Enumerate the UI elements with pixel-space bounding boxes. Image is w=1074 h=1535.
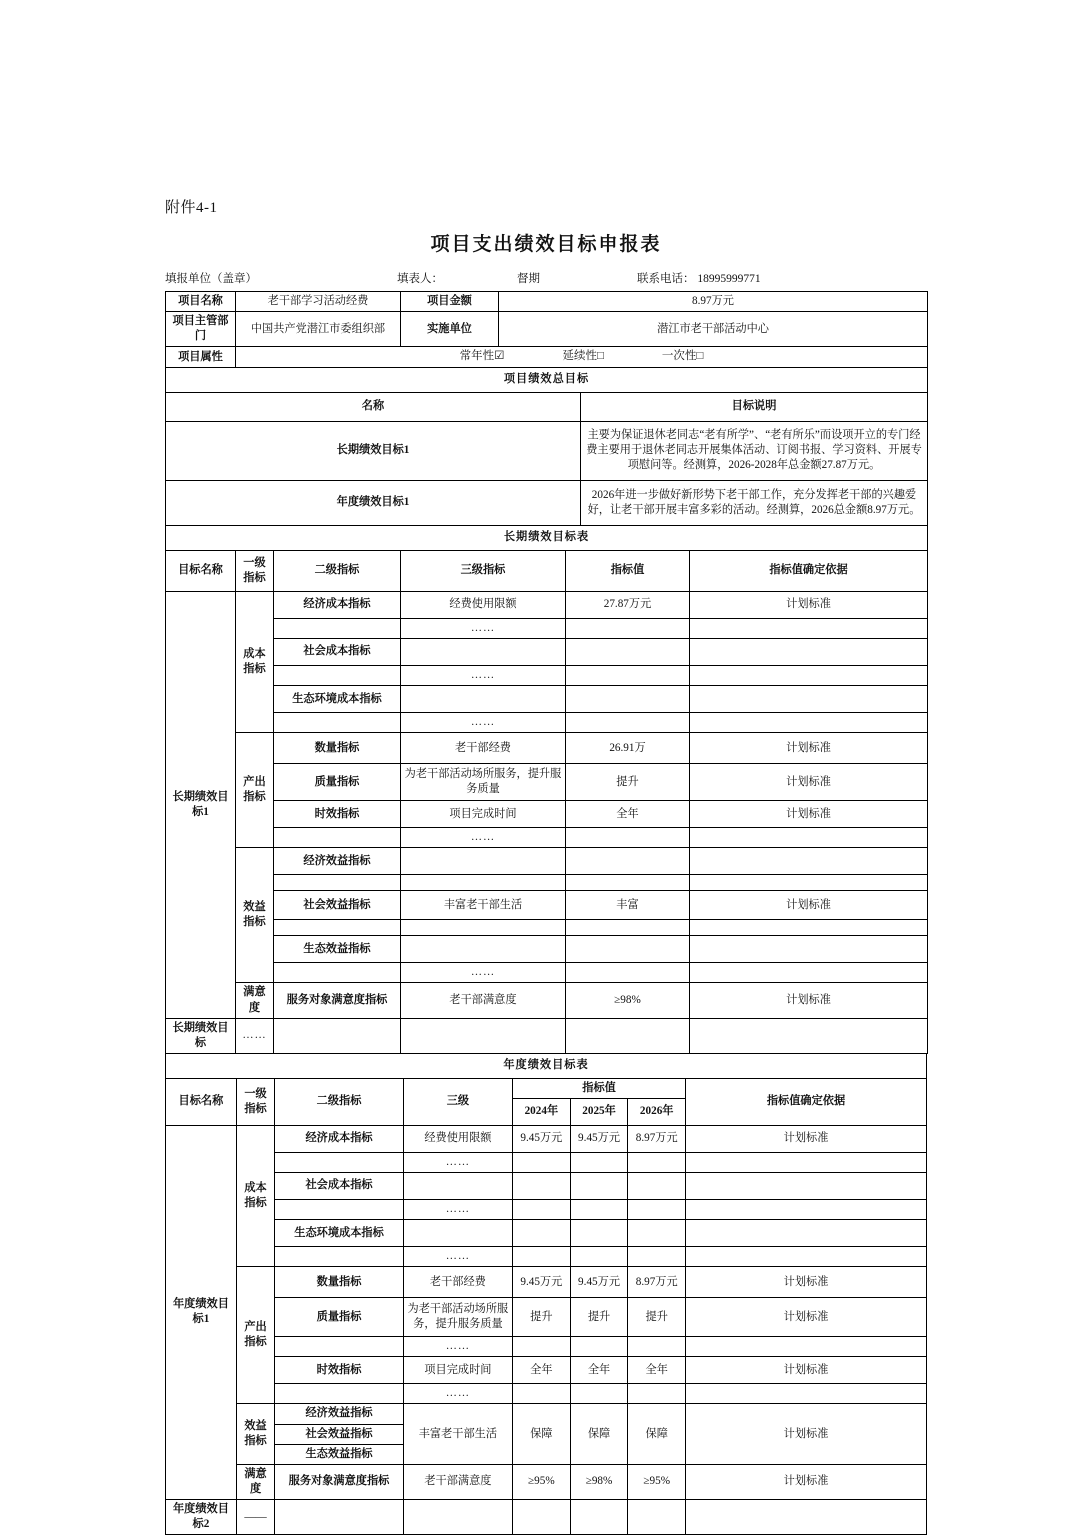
an-basis: 计划标准 xyxy=(686,1298,927,1337)
form-meta-row xyxy=(165,270,927,286)
lt-level3 xyxy=(401,936,566,963)
an-header-level1: 一级指标 xyxy=(236,1078,274,1125)
table-row xyxy=(166,618,928,638)
lt-level2 xyxy=(274,828,401,848)
an-group-level1-output: 产出指标 xyxy=(236,1267,274,1404)
contact-phone-value: 18995999771 xyxy=(697,273,761,285)
project-attribute-options xyxy=(236,347,928,368)
an-group-level1-benefit: 效益指标 xyxy=(236,1404,274,1464)
lt-goal-name-more-value: …… xyxy=(236,1018,274,1053)
lt-basis: 计划标准 xyxy=(690,733,928,764)
table-row xyxy=(166,480,928,525)
table-row xyxy=(166,1500,927,1535)
table-row xyxy=(166,1220,927,1247)
lt-basis xyxy=(690,665,928,685)
table-row xyxy=(166,665,928,685)
contact-phone xyxy=(637,270,927,286)
attr-option-onetime-label: 一次性 xyxy=(661,350,697,363)
an-value-2024 xyxy=(513,1200,571,1220)
lt-basis xyxy=(690,686,928,713)
an-goal-name-2-value: —— xyxy=(236,1500,274,1535)
an-value-2025 xyxy=(570,1384,628,1404)
lt-basis: 计划标准 xyxy=(690,983,928,1018)
an-level2 xyxy=(275,1247,404,1267)
lt-empty-cell xyxy=(274,1018,401,1053)
overall-goal-name-2: 年度绩效目标1 xyxy=(166,480,581,525)
lt-empty-cell xyxy=(401,1018,566,1053)
checkbox-empty-icon[interactable]: □ xyxy=(596,350,604,363)
table-row xyxy=(166,1053,927,1078)
table-row xyxy=(166,1018,928,1053)
table-row xyxy=(166,591,928,618)
lt-level3: 老干部满意度 xyxy=(401,983,566,1018)
an-value-2024: 保障 xyxy=(513,1404,571,1464)
lt-header-level1: 一级指标 xyxy=(236,550,274,591)
an-level3: 经费使用限额 xyxy=(403,1125,512,1152)
an-goal-name-1: 年度绩效目标1 xyxy=(166,1125,237,1499)
an-value-2025: 保障 xyxy=(570,1404,628,1464)
basic-info-table xyxy=(165,291,928,526)
lt-level3: …… xyxy=(401,618,566,638)
lt-basis xyxy=(690,875,928,891)
an-value-2024 xyxy=(513,1152,571,1172)
an-level2: 经济效益指标 xyxy=(275,1404,404,1424)
table-row xyxy=(166,312,928,347)
an-header-year-2024: 2024年 xyxy=(513,1098,571,1125)
an-level3 xyxy=(403,1173,512,1200)
an-value-2026 xyxy=(628,1173,686,1200)
an-level2: 数量指标 xyxy=(275,1267,404,1298)
dept-label: 项目主管部门 xyxy=(166,312,236,347)
an-level2 xyxy=(275,1152,404,1172)
lt-value xyxy=(566,828,690,848)
table-row xyxy=(166,983,928,1018)
an-value-2024 xyxy=(513,1247,571,1267)
preparer-label-text: 填表人： xyxy=(397,273,443,285)
an-basis xyxy=(686,1247,927,1267)
lt-value xyxy=(566,963,690,983)
an-group-level1-satisfaction: 满意度 xyxy=(236,1464,274,1499)
table-row xyxy=(166,392,928,421)
annual-section-title: 年度绩效目标表 xyxy=(166,1053,927,1078)
an-basis: 计划标准 xyxy=(686,1267,927,1298)
performance-target-form xyxy=(165,196,927,1535)
impl-unit-label: 实施单位 xyxy=(401,312,499,347)
lt-level3 xyxy=(401,686,566,713)
an-value-2026: 8.97万元 xyxy=(628,1267,686,1298)
lt-value xyxy=(566,875,690,891)
table-row xyxy=(166,1384,927,1404)
table-row xyxy=(166,1337,927,1357)
overall-goal-desc-2: 2026年进一步做好新形势下老干部工作，充分发挥老干部的兴趣爱好，让老干部开展丰富多彩的活动。经测算，2026总金额8.97万元。 xyxy=(581,480,928,525)
table-row xyxy=(166,347,928,368)
lt-level2 xyxy=(274,920,401,936)
an-header-goal-name: 目标名称 xyxy=(166,1078,237,1125)
attr-option-perennial-label: 常年性 xyxy=(459,350,495,363)
an-level3: 丰富老干部生活 xyxy=(403,1404,512,1464)
an-value-2024 xyxy=(513,1337,571,1357)
an-value-2025: 提升 xyxy=(570,1298,628,1337)
an-level2: 生态效益指标 xyxy=(275,1444,404,1464)
lt-value xyxy=(566,920,690,936)
an-header-year-2025: 2025年 xyxy=(570,1098,628,1125)
an-basis xyxy=(686,1337,927,1357)
an-value-2026 xyxy=(628,1152,686,1172)
table-row xyxy=(166,1173,927,1200)
an-empty-cell xyxy=(570,1500,628,1535)
table-row xyxy=(166,801,928,828)
an-value-2026 xyxy=(628,1384,686,1404)
an-basis xyxy=(686,1152,927,1172)
an-level3: 老干部经费 xyxy=(403,1267,512,1298)
table-header-row xyxy=(166,1078,927,1098)
an-level2: 经济成本指标 xyxy=(275,1125,404,1152)
an-goal-name-2: 年度绩效目标2 xyxy=(166,1500,237,1535)
lt-basis xyxy=(690,618,928,638)
dept-value: 中国共产党潜江市委组织部 xyxy=(236,312,401,347)
an-value-2026: ≥95% xyxy=(628,1464,686,1499)
checkbox-empty-icon[interactable]: □ xyxy=(696,350,704,363)
an-value-2024: 全年 xyxy=(513,1357,571,1384)
an-basis xyxy=(686,1173,927,1200)
project-amount-label: 项目金额 xyxy=(401,292,499,312)
lt-level3: 经费使用限额 xyxy=(401,591,566,618)
an-value-2024: 9.45万元 xyxy=(513,1267,571,1298)
attr-option-continuing-label: 延续性 xyxy=(562,350,597,363)
lt-header-value: 指标值 xyxy=(566,550,690,591)
lt-level3: 丰富老干部生活 xyxy=(401,891,566,920)
an-level3: 老干部满意度 xyxy=(403,1464,512,1499)
lt-level2: 生态效益指标 xyxy=(274,936,401,963)
lt-level2: 社会成本指标 xyxy=(274,638,401,665)
lt-value: 全年 xyxy=(566,801,690,828)
lt-level2 xyxy=(274,963,401,983)
lt-group-level1-benefit: 效益指标 xyxy=(236,848,274,983)
table-row xyxy=(166,525,928,550)
an-value-2025 xyxy=(570,1152,628,1172)
table-row xyxy=(166,891,928,920)
an-value-2024: 9.45万元 xyxy=(513,1125,571,1152)
lt-header-level2: 二级指标 xyxy=(274,550,401,591)
lt-basis: 计划标准 xyxy=(690,591,928,618)
lt-value xyxy=(566,848,690,875)
an-value-2025: 9.45万元 xyxy=(570,1267,628,1298)
lt-basis xyxy=(690,920,928,936)
an-empty-cell xyxy=(275,1500,404,1535)
lt-basis xyxy=(690,963,928,983)
an-value-2026: 保障 xyxy=(628,1404,686,1464)
lt-value xyxy=(566,618,690,638)
attr-option-continuing[interactable] xyxy=(562,349,603,365)
an-level3: …… xyxy=(403,1200,512,1220)
lt-level2 xyxy=(274,618,401,638)
table-row xyxy=(166,1125,927,1152)
an-value-2025 xyxy=(570,1200,628,1220)
an-basis xyxy=(686,1384,927,1404)
lt-basis xyxy=(690,638,928,665)
table-row xyxy=(166,1247,927,1267)
table-row xyxy=(166,686,928,713)
overall-col-name: 名称 xyxy=(166,392,581,421)
project-amount-value: 8.97万元 xyxy=(499,292,928,312)
lt-header-level3: 三级指标 xyxy=(401,550,566,591)
overall-goal-section-title: 项目绩效总目标 xyxy=(166,367,928,392)
an-level2 xyxy=(275,1384,404,1404)
lt-level2: 经济成本指标 xyxy=(274,591,401,618)
lt-header-basis: 指标值确定依据 xyxy=(690,550,928,591)
attr-option-onetime[interactable] xyxy=(662,349,703,365)
lt-basis xyxy=(690,848,928,875)
lt-basis xyxy=(690,713,928,733)
an-value-2024 xyxy=(513,1220,571,1247)
an-level2: 服务对象满意度指标 xyxy=(275,1464,404,1499)
an-value-2024: 提升 xyxy=(513,1298,571,1337)
lt-level2: 经济效益指标 xyxy=(274,848,401,875)
project-name-value: 老干部学习活动经费 xyxy=(236,292,401,312)
an-header-level2: 二级指标 xyxy=(275,1078,404,1125)
lt-level3: …… xyxy=(401,665,566,685)
an-header-value: 指标值 xyxy=(513,1078,686,1098)
table-header-row xyxy=(166,550,928,591)
overall-goal-desc-1: 主要为保证退休老同志“老有所学”、“老有所乐”而设项开立的专门经费主要用于退休老同志开展集体活动、订阅书报、学习资料、开展专项慰问等。经测算，2026-2028年总金额27.87万元。 xyxy=(581,421,928,480)
an-value-2026 xyxy=(628,1220,686,1247)
lt-header-goal-name: 目标名称 xyxy=(166,550,236,591)
an-value-2026 xyxy=(628,1337,686,1357)
lt-value xyxy=(566,665,690,685)
lt-level3 xyxy=(401,638,566,665)
table-row xyxy=(166,292,928,312)
lt-value xyxy=(566,936,690,963)
table-row xyxy=(166,1298,927,1337)
table-row xyxy=(166,1267,927,1298)
an-basis xyxy=(686,1220,927,1247)
an-header-level3: 三级 xyxy=(403,1078,512,1125)
lt-level2: 质量指标 xyxy=(274,764,401,801)
an-empty-cell xyxy=(513,1500,571,1535)
lt-value xyxy=(566,638,690,665)
table-row xyxy=(166,1200,927,1220)
lt-goal-name-more: 长期绩效目标 xyxy=(166,1018,236,1053)
overall-goal-name-1: 长期绩效目标1 xyxy=(166,421,581,480)
lt-value: 提升 xyxy=(566,764,690,801)
attr-option-perennial[interactable] xyxy=(460,349,505,365)
table-row xyxy=(166,733,928,764)
lt-level2: 生态环境成本指标 xyxy=(274,686,401,713)
an-basis: 计划标准 xyxy=(686,1357,927,1384)
lt-level2: 服务对象满意度指标 xyxy=(274,983,401,1018)
lt-level3: …… xyxy=(401,963,566,983)
lt-level3 xyxy=(401,920,566,936)
an-value-2025: 全年 xyxy=(570,1357,628,1384)
lt-value: 27.87万元 xyxy=(566,591,690,618)
an-level2: 社会效益指标 xyxy=(275,1424,404,1444)
lt-level2 xyxy=(274,665,401,685)
lt-value: 丰富 xyxy=(566,891,690,920)
lt-basis: 计划标准 xyxy=(690,891,928,920)
an-level3: 为老干部活动场所服务，提升服务质量 xyxy=(403,1298,512,1337)
an-value-2025 xyxy=(570,1247,628,1267)
an-value-2026: 提升 xyxy=(628,1298,686,1337)
table-row xyxy=(166,367,928,392)
an-group-level1-cost: 成本指标 xyxy=(236,1125,274,1266)
an-value-2025 xyxy=(570,1173,628,1200)
lt-level2: 数量指标 xyxy=(274,733,401,764)
lt-level3 xyxy=(401,875,566,891)
an-level2: 社会成本指标 xyxy=(275,1173,404,1200)
lt-group-level1-output: 产出指标 xyxy=(236,733,274,848)
an-level3: …… xyxy=(403,1247,512,1267)
lt-level2: 时效指标 xyxy=(274,801,401,828)
lt-level3: …… xyxy=(401,713,566,733)
project-name-label: 项目名称 xyxy=(166,292,236,312)
table-row xyxy=(166,638,928,665)
an-empty-cell xyxy=(686,1500,927,1535)
overall-col-desc: 目标说明 xyxy=(581,392,928,421)
an-value-2026: 8.97万元 xyxy=(628,1125,686,1152)
an-header-basis: 指标值确定依据 xyxy=(686,1078,927,1125)
lt-level3: 项目完成时间 xyxy=(401,801,566,828)
preparer-label xyxy=(397,270,517,286)
lt-basis xyxy=(690,936,928,963)
table-row xyxy=(166,875,928,891)
lt-level2: 社会效益指标 xyxy=(274,891,401,920)
lt-basis: 计划标准 xyxy=(690,764,928,801)
an-level3: …… xyxy=(403,1152,512,1172)
an-level3: …… xyxy=(403,1384,512,1404)
lt-value: ≥98% xyxy=(566,983,690,1018)
table-row xyxy=(166,1357,927,1384)
lt-basis: 计划标准 xyxy=(690,801,928,828)
contact-phone-label: 联系电话： xyxy=(637,273,695,285)
long-term-section-title: 长期绩效目标表 xyxy=(166,525,928,550)
project-attribute-label: 项目属性 xyxy=(166,347,236,368)
page-title: 项目支出绩效目标申报表 xyxy=(430,234,662,255)
lt-value xyxy=(566,686,690,713)
an-empty-cell xyxy=(628,1500,686,1535)
lt-goal-name-1: 长期绩效目标1 xyxy=(166,591,236,1018)
table-row xyxy=(166,421,928,480)
lt-level2 xyxy=(274,875,401,891)
an-header-year-2026: 2026年 xyxy=(628,1098,686,1125)
lt-basis xyxy=(690,828,928,848)
lt-level3 xyxy=(401,848,566,875)
table-row xyxy=(166,713,928,733)
table-row xyxy=(166,963,928,983)
an-level3 xyxy=(403,1220,512,1247)
lt-level3: 老干部经费 xyxy=(401,733,566,764)
an-basis: 计划标准 xyxy=(686,1125,927,1152)
impl-unit-value: 潜江市老干部活动中心 xyxy=(499,312,928,347)
an-value-2024: ≥95% xyxy=(513,1464,571,1499)
lt-value: 26.91万 xyxy=(566,733,690,764)
table-row xyxy=(166,1152,927,1172)
an-value-2025: ≥98% xyxy=(570,1464,628,1499)
an-value-2024 xyxy=(513,1384,571,1404)
lt-level2 xyxy=(274,713,401,733)
attachment-number: 附件4-1 xyxy=(165,200,218,216)
long-term-goal-table xyxy=(165,525,928,1054)
an-basis: 计划标准 xyxy=(686,1404,927,1464)
table-row xyxy=(166,764,928,801)
an-value-2024 xyxy=(513,1173,571,1200)
an-value-2026 xyxy=(628,1247,686,1267)
reporting-unit-label: 填报单位（盖章） xyxy=(165,273,257,285)
lt-empty-cell xyxy=(690,1018,928,1053)
table-row xyxy=(166,920,928,936)
an-level2: 质量指标 xyxy=(275,1298,404,1337)
an-level2 xyxy=(275,1337,404,1357)
annual-goal-table xyxy=(165,1053,927,1535)
an-basis: 计划标准 xyxy=(686,1464,927,1499)
lt-group-level1-satisfaction: 满意度 xyxy=(236,983,274,1018)
table-row xyxy=(166,828,928,848)
an-value-2026 xyxy=(628,1200,686,1220)
table-row xyxy=(166,1464,927,1499)
an-level2: 时效指标 xyxy=(275,1357,404,1384)
table-row xyxy=(166,1404,927,1424)
lt-level3: …… xyxy=(401,828,566,848)
table-row xyxy=(166,848,928,875)
lt-group-level1-cost: 成本指标 xyxy=(236,591,274,732)
lt-level3: 为老干部活动场所服务，提升服务质量 xyxy=(401,764,566,801)
an-level2: 生态环境成本指标 xyxy=(275,1220,404,1247)
an-value-2026: 全年 xyxy=(628,1357,686,1384)
preparer-value: 督期 xyxy=(517,273,540,285)
an-level2 xyxy=(275,1200,404,1220)
table-row xyxy=(166,936,928,963)
an-value-2025 xyxy=(570,1220,628,1247)
lt-value xyxy=(566,713,690,733)
an-value-2025: 9.45万元 xyxy=(570,1125,628,1152)
lt-empty-cell xyxy=(566,1018,690,1053)
an-level3: 项目完成时间 xyxy=(403,1357,512,1384)
an-value-2025 xyxy=(570,1337,628,1357)
an-level3: …… xyxy=(403,1337,512,1357)
an-empty-cell xyxy=(403,1500,512,1535)
checkbox-checked-icon[interactable]: ☑ xyxy=(494,350,505,363)
an-basis xyxy=(686,1200,927,1220)
